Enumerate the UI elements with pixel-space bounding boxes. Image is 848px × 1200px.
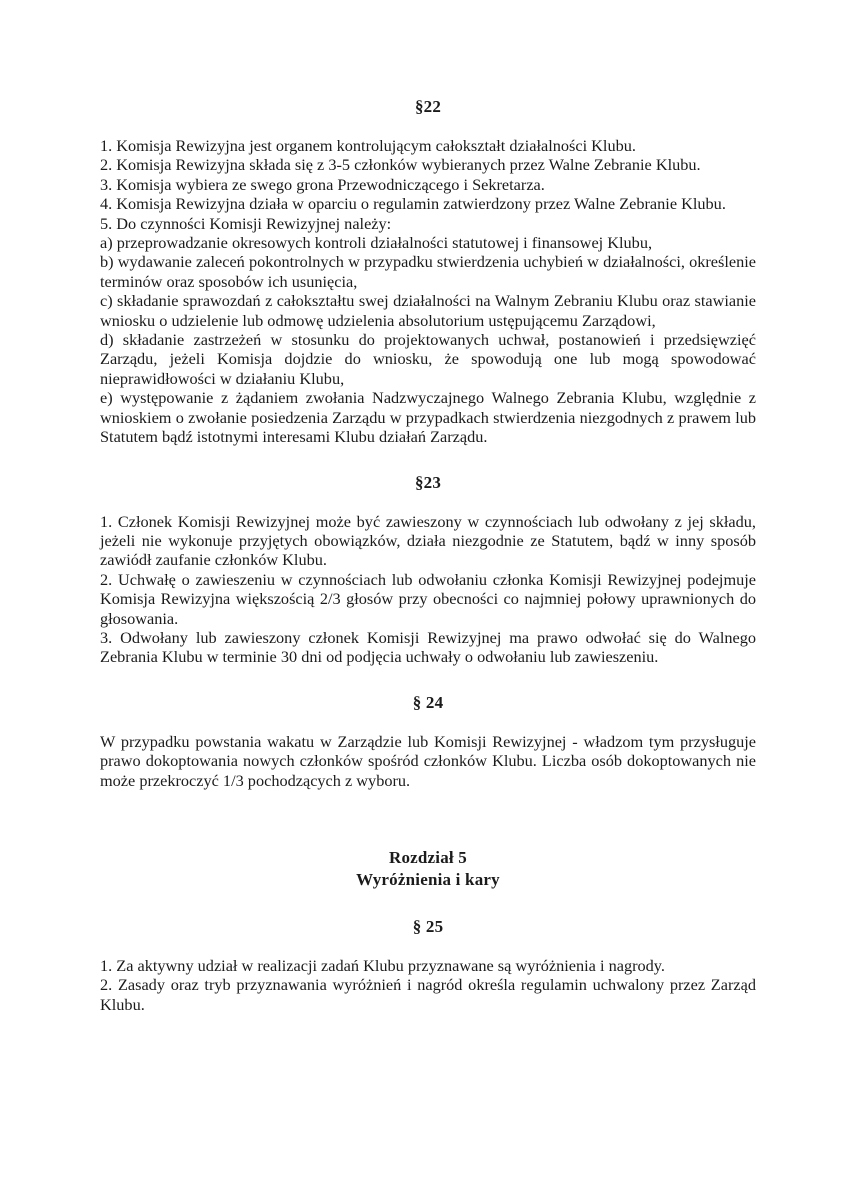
section-23-heading: §23 bbox=[414, 472, 442, 492]
section-22-item-3: 3. Komisja wybiera ze swego grona Przewodniczącego i Sekretarza. bbox=[100, 174, 545, 194]
section-22-item-1: 1. Komisja Rewizyjna jest organem kontrolującym całokształt działalności Klubu. bbox=[100, 136, 636, 155]
section-24-heading: § 24 bbox=[412, 692, 444, 712]
section-22-item-a: a) przeprowadzanie okresowych kontroli działalności statutowej i finansowej Klubu, bbox=[100, 233, 653, 253]
section-25-heading: § 25 bbox=[412, 916, 444, 936]
section-22-item-5: 5. Do czynności Komisji Rewizyjnej należy: bbox=[100, 213, 392, 233]
section-23-item-1: 1. Członek Komisji Rewizyjnej może być zawieszony w czynnościach lub odwołany z jej składu, jeżeli nie wykonuje przyjętych obowiązków, działa niezgodnie ze Statutem, bądź w inny sposób zawiódł zaufanie członków Klubu. bbox=[100, 511, 756, 570]
section-22-item-2: 2. Komisja Rewizyjna składa się z 3-5 członków wybieranych przez Walne Zebranie Klubu. bbox=[100, 155, 701, 175]
section-25-item-2: 2. Zasady oraz tryb przyznawania wyróżnień i nagród określa regulamin uchwalony przez Zarząd Klubu. bbox=[100, 975, 756, 1014]
section-25-item-1: 1. Za aktywny udział w realizacji zadań Klubu przyznawane są wyróżnienia i nagrody. bbox=[100, 955, 665, 975]
section-22-heading: §22 bbox=[414, 97, 442, 116]
section-23-item-2: 2. Uchwałę o zawieszeniu w czynnościach lub odwołaniu członka Komisji Rewizyjnej podejmuje Komisja Rewizyjna większością 2/3 głosów przy obecności co najmniej połowy uprawnionych do głosowania. bbox=[100, 569, 756, 628]
chapter-5-title: Wyróżnienia i kary bbox=[356, 869, 500, 889]
section-23-item-3: 3. Odwołany lub zawieszony członek Komisji Rewizyjnej ma prawo odwołać się do Walnego Zebrania Klubu w terminie 30 dni od podjęcia uchwały o odwołaniu lub zawieszeniu. bbox=[100, 627, 756, 667]
chapter-5-heading bbox=[100, 847, 756, 891]
section-22-item-d: d) składanie zastrzeżeń w stosunku do projektowanych uchwał, postanowień i przedsięwzięć Zarządu, jeżeli Komisja dojdzie do wniosku, że spowodują one lub mogą spowodować nieprawidłowości w działaniu Klubu, bbox=[100, 330, 756, 388]
section-22-item-b: b) wydawanie zaleceń pokontrolnych w przypadku stwierdzenia uchybień w działalności, określenie terminów oraz sposobów ich usunięcia, bbox=[100, 252, 756, 291]
section-22-item-c: c) składanie sprawozdań z całokształtu swej działalności na Walnym Zebraniu Klubu oraz stawianie wniosku o udzielenie lub odmowę udzielenia absolutorium ustępującemu Zarządowi, bbox=[100, 291, 756, 330]
chapter-5-number: Rozdział 5 bbox=[388, 847, 468, 867]
section-22-item-e: e) występowanie z żądaniem zwołania Nadzwyczajnego Walnego Zebrania Klubu, względnie z wnioskiem o zwołanie posiedzenia Zarządu w przypadkach stwierdzenia niezgodnych z prawem lub Statutem bądź istotnymi interesami Klubu działań Zarządu. bbox=[100, 388, 756, 447]
section-24-body: W przypadku powstania wakatu w Zarządzie lub Komisji Rewizyjnej - władzom tym przysługuje prawo dokoptowania nowych członków spośród członków Klubu. Liczba osób dokoptowanych nie może przekroczyć 1/3 pochodzących z wyboru. bbox=[100, 731, 756, 790]
section-22-item-4: 4. Komisja Rewizyjna działa w oparciu o regulamin zatwierdzony przez Walne Zebranie Klubu. bbox=[100, 194, 726, 214]
